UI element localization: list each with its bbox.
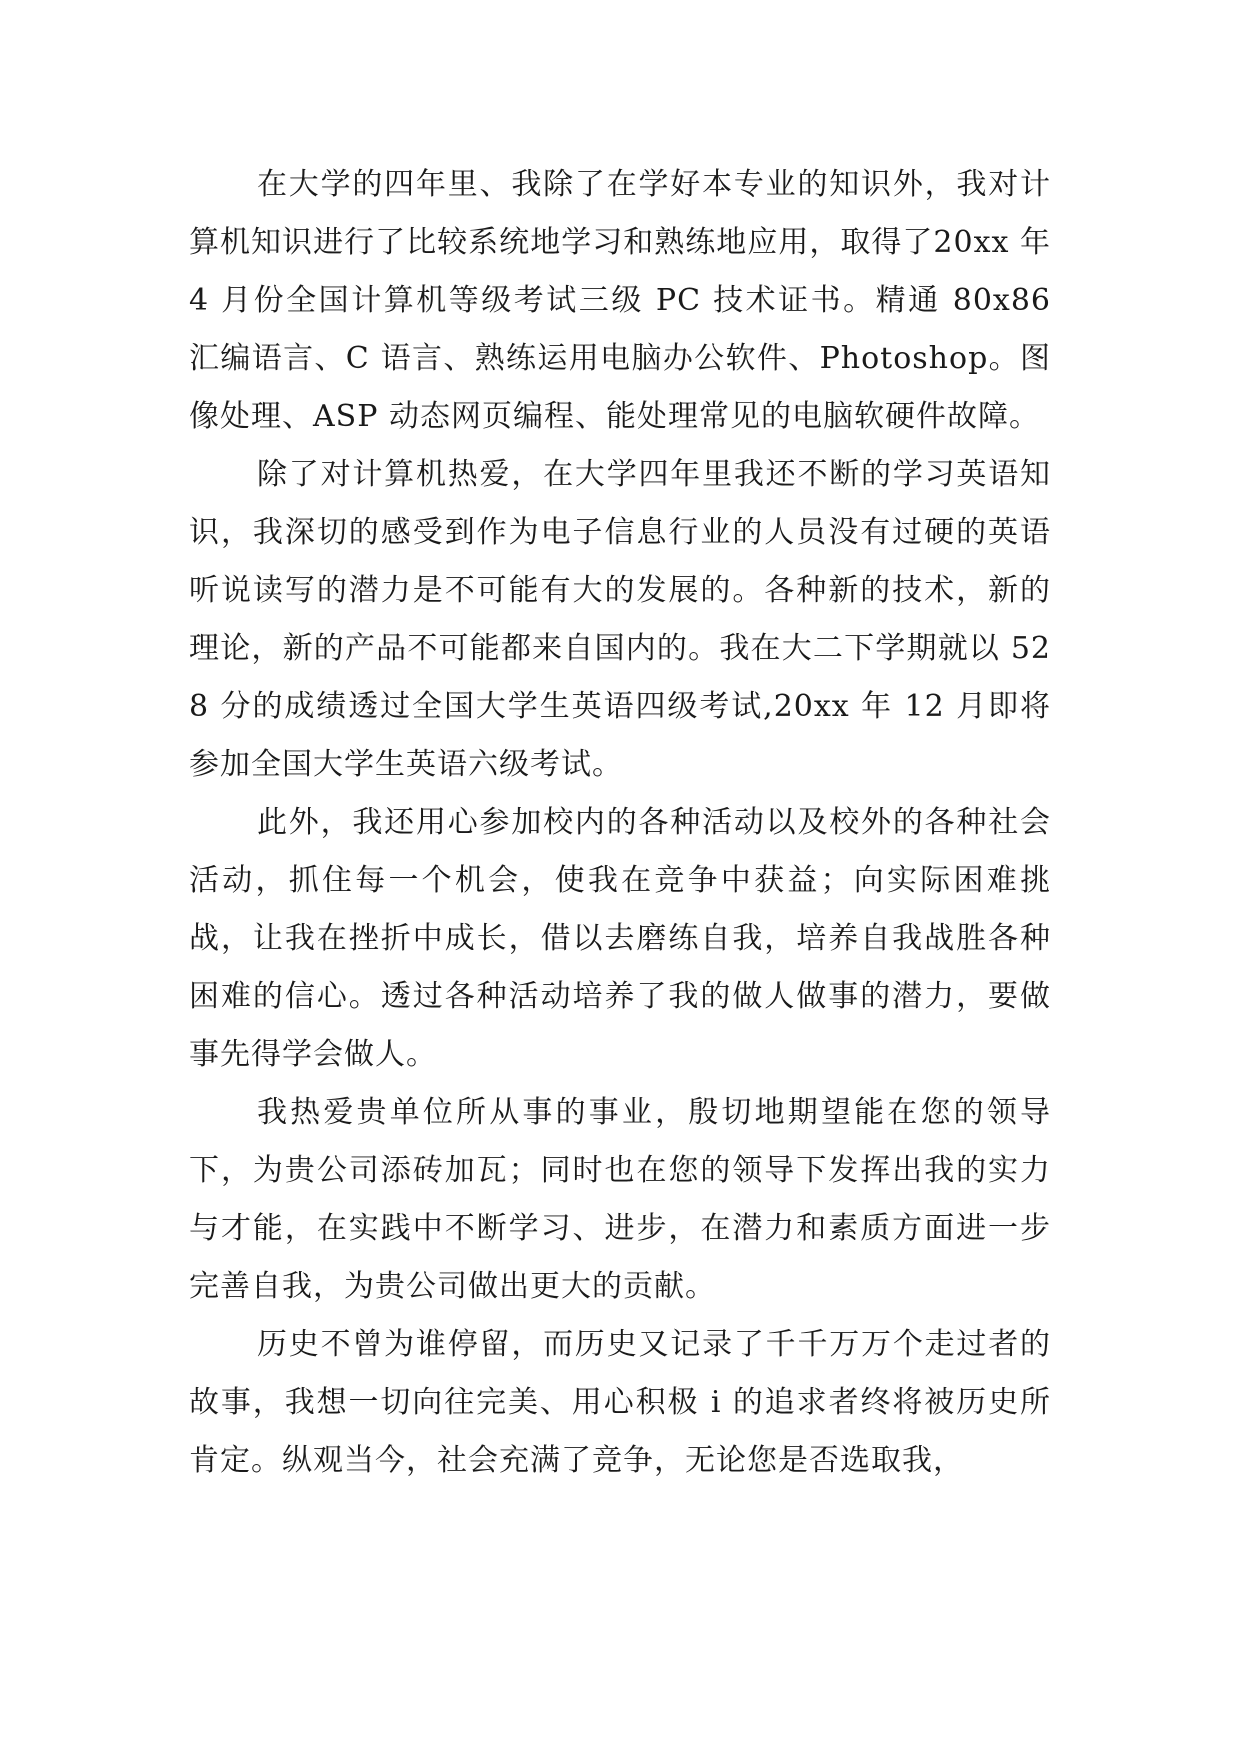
paragraph-activities: 此外，我还用心参加校内的各种活动以及校外的各种社会活动，抓住每一个机会，使我在竞争中获益；向实际困难挑战，让我在挫折中成长，借以去磨练自我，培养自我战胜各种困难的信心。透过各种活动培养了我的做人做事的潜力，要做事先得学会做人。 [189, 805, 1051, 1072]
paragraph-career-aspiration: 我热爱贵单位所从事的事业，殷切地期望能在您的领导下，为贵公司添砖加瓦；同时也在您的领导下发挥出我的实力与才能，在实践中不断学习、进步，在潜力和素质方面进一步完善自我，为贵公司做出更大的贡献。 [189, 1095, 1051, 1304]
document-body [189, 156, 1051, 1490]
paragraph-computer-skills: 在大学的四年里、我除了在学好本专业的知识外，我对计算机知识进行了比较系统地学习和熟练地应用，取得了20xx 年 4 月份全国计算机等级考试三级 PC 技术证书。精通 80x86 汇编语言、C 语言、熟练运用电脑办公软件、Photoshop。图像处理、ASP 动态网页编程、能处理常见的电脑软硬件故障。 [189, 167, 1051, 434]
paragraph-closing: 历史不曾为谁停留，而历史又记录了千千万万个走过者的故事，我想一切向往完美、用心积极 i 的追求者终将被历史所肯定。纵观当今，社会充满了竞争，无论您是否选取我， [189, 1327, 1051, 1478]
paragraph-english-skills: 除了对计算机热爱，在大学四年里我还不断的学习英语知识，我深切的感受到作为电子信息行业的人员没有过硬的英语听说读写的潜力是不可能有大的发展的。各种新的技术，新的理论，新的产品不可能都来自国内的。我在大二下学期就以 528 分的成绩透过全国大学生英语四级考试,20xx 年 12 月即将参加全国大学生英语六级考试。 [189, 457, 1051, 782]
